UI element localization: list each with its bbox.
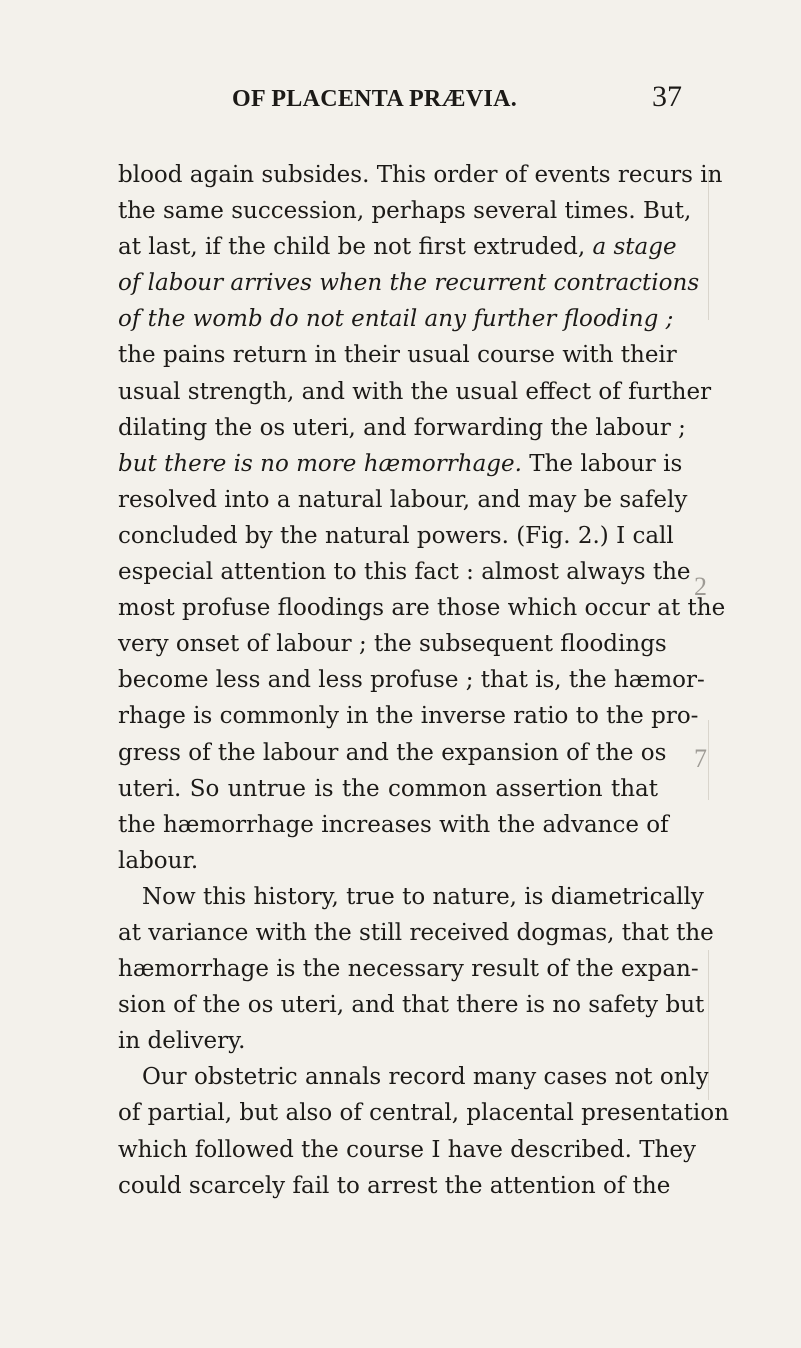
margin-mark: 2 [694, 572, 707, 601]
text-line [118, 446, 683, 482]
text-segment: dilating the os uteri, and forwarding the labour ; [118, 414, 686, 441]
text-line [118, 410, 686, 446]
text-line [118, 482, 688, 518]
text-line [118, 698, 699, 734]
text-line [118, 374, 712, 410]
text-line [118, 626, 667, 662]
text-line [118, 735, 667, 771]
text-line [118, 301, 674, 337]
text-line [118, 518, 674, 554]
text-segment: Now this history, true to nature, is diametrically [142, 883, 704, 910]
text-segment: the hæmorrhage increases with the advance of [118, 811, 669, 838]
text-line [118, 987, 705, 1023]
text-segment: of partial, but also of central, placental presentation [118, 1100, 729, 1127]
text-segment: uteri. So untrue is the common assertion that [118, 775, 658, 802]
show-through-mark [702, 720, 709, 800]
text-segment: rhage is commonly in the inverse ratio to the pro- [118, 703, 699, 730]
text-line [118, 771, 658, 807]
text-line [118, 807, 669, 843]
text-segment: resolved into a natural labour, and may be safely [118, 486, 688, 513]
text-segment: The labour is [521, 450, 683, 477]
text-line [118, 157, 723, 193]
text-segment: become less and less profuse ; that is, the hæmor- [118, 667, 705, 694]
body-text [118, 157, 729, 1204]
text-line [118, 1059, 709, 1095]
italic-text: but there is no more hæmorrhage. [118, 450, 522, 477]
text-line [118, 879, 704, 915]
text-line [118, 1168, 671, 1204]
text-segment: at variance with the still received dogmas, that the [118, 919, 714, 946]
text-segment: especial attention to this fact : almost always the [118, 559, 691, 586]
text-segment: in delivery. [118, 1028, 246, 1055]
italic-text: a stage [592, 234, 677, 261]
text-segment: which followed the course I have described. They [118, 1136, 696, 1163]
text-line [118, 915, 714, 951]
text-line [118, 951, 699, 987]
italic-text: of labour arrives when the recurrent contractions [118, 270, 700, 297]
text-line [118, 193, 692, 229]
text-segment: labour. [118, 847, 199, 874]
show-through-mark [702, 950, 709, 1100]
text-line [118, 337, 677, 373]
show-through-mark [702, 170, 709, 320]
page-number: 37 [652, 80, 682, 113]
text-segment: concluded by the natural powers. (Fig. 2.) I call [118, 522, 674, 549]
text-line [118, 1132, 696, 1168]
text-line [118, 590, 726, 626]
text-line [118, 554, 691, 590]
text-segment: most profuse floodings are those which occur at the [118, 595, 726, 622]
text-segment: could scarcely fail to arrest the attention of the [118, 1172, 671, 1199]
margin-mark: 7 [694, 744, 707, 773]
text-segment: usual strength, and with the usual effect of further [118, 378, 712, 405]
running-title: OF PLACENTA PRÆVIA. [232, 86, 518, 112]
text-segment: blood again subsides. This order of events recurs in [118, 162, 723, 188]
text-line [118, 265, 700, 301]
text-line [118, 1095, 729, 1131]
text-line [118, 843, 658, 879]
italic-text: of the womb do not entail any further flooding ; [118, 306, 674, 333]
text-segment: the same succession, perhaps several times. But, [118, 198, 692, 225]
text-line [118, 662, 705, 698]
text-segment: sion of the os uteri, and that there is no safety but [118, 992, 705, 1019]
text-line [118, 229, 677, 265]
text-segment: the pains return in their usual course with their [118, 342, 677, 369]
text-segment: gress of the labour and the expansion of the os [118, 739, 667, 766]
text-line [118, 1023, 658, 1059]
text-segment: hæmorrhage is the necessary result of the expan- [118, 956, 699, 983]
text-segment: Our obstetric annals record many cases not only [142, 1064, 709, 1091]
text-segment: at last, if the child be not first extruded, [118, 234, 593, 261]
text-segment: very onset of labour ; the subsequent floodings [118, 631, 667, 658]
